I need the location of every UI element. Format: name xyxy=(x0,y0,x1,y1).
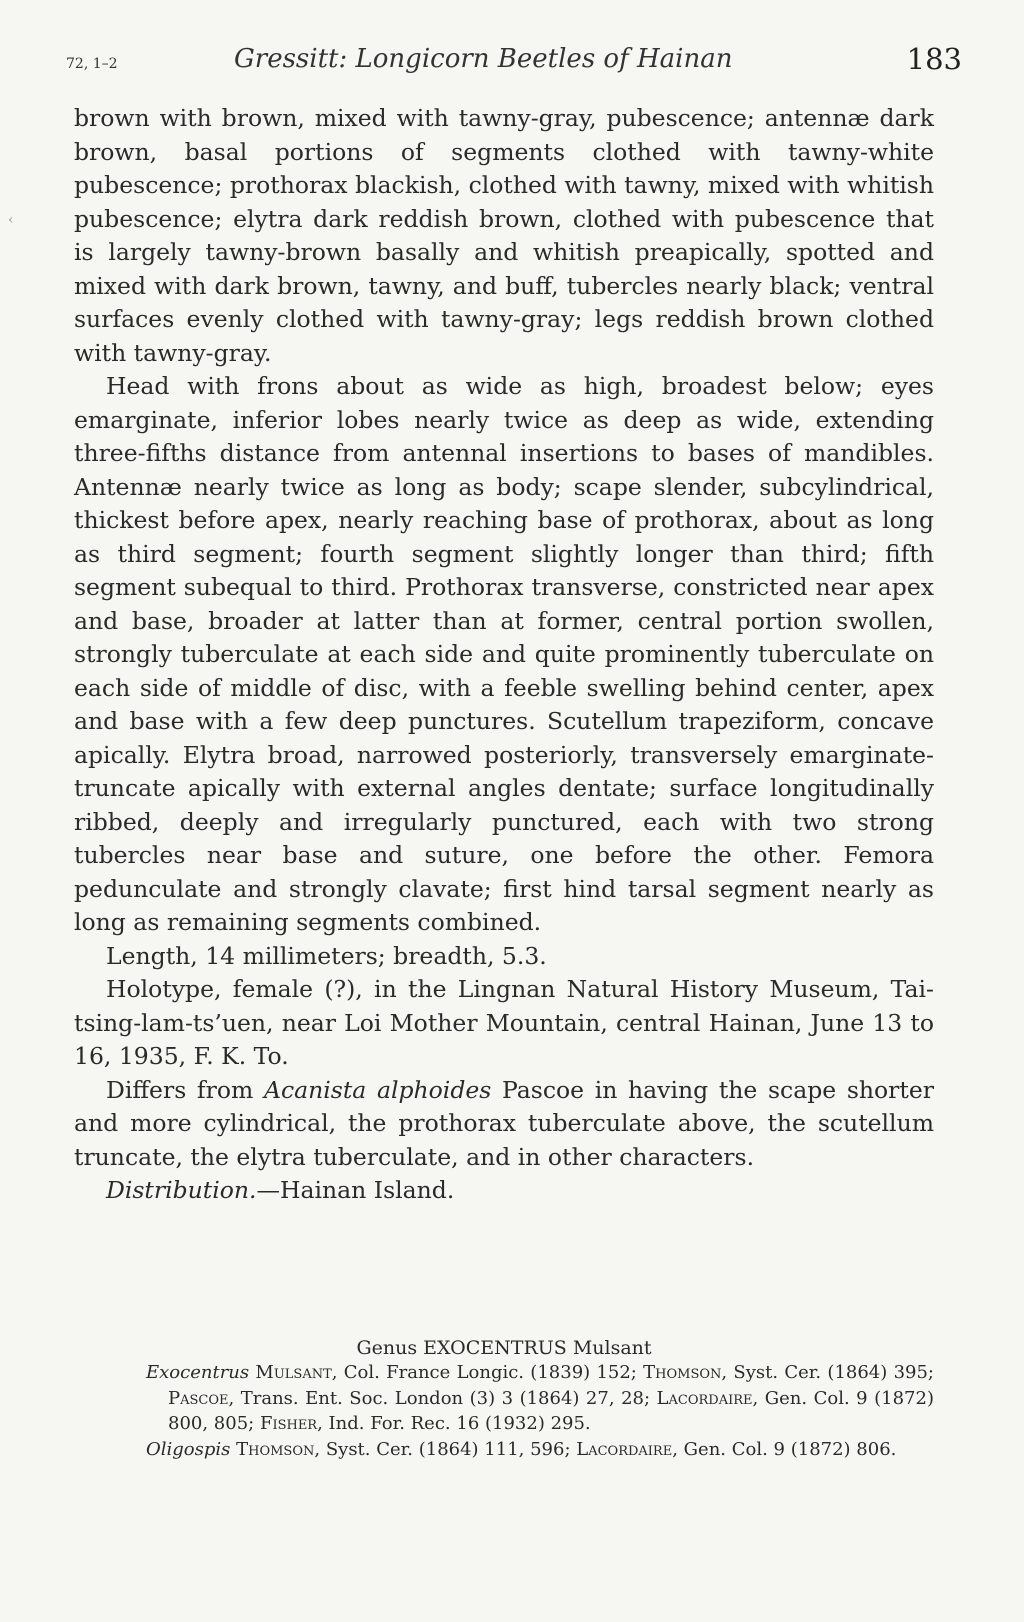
holotype-paragraph: Holotype, female (?), in the Lingnan Natural History Museum, Tai-tsing-lam-ts’uen, near Loi Mother Mountain, central Hainan, June 13 to 16, 1935, F. K. To. xyxy=(74,975,934,1070)
species-description xyxy=(74,102,934,1208)
reference-entry: Exocentrus Mulsant, Col. France Longic. (1839) 152; Thomson, Syst. Cer. (1864) 395; Pascoe, Trans. Ent. Soc. London (3) 3 (1864) 27, 28; Lacordaire, Gen. Col. 9 (1872) 800, 805; Fisher, Ind. For. Rec. 16 (1932) 295. xyxy=(146,1362,934,1434)
morphology-paragraph: Head with frons about as wide as high, broadest below; eyes emarginate, inferior lobes nearly twice as deep as wide, extending three-fifths distance from antennal insertions to bases of mandibles. Antennæ nearly twice as long as body; scape slender, subcylindrical, thickest before apex, nearly reaching base of prothorax, about as long as third segment; fourth segment slightly longer than third; fifth segment subequal to third. Prothorax transverse, constricted near apex and base, broader at latter than at former, central portion swollen, strongly tuberculate at each side and quite prominently tuberculate on each side of middle of disc, with a feeble swelling behind center, apex and base with a few deep punctures. Scutellum trapeziform, concave apically. Elytra broad, narrowed posteriorly, transversely emarginate-truncate apically with external angles dentate; surface longitudinally ribbed, deeply and irregularly punctured, each with two strong tubercles near base and suture, one before the other. Femora pedunculate and strongly clavate; first hind tarsal segment nearly as long as remaining segments combined. xyxy=(74,372,934,936)
distribution-label: Distribution. xyxy=(106,1176,257,1204)
page-number: 183 xyxy=(906,42,962,76)
species-name: Acanista alphoides xyxy=(263,1075,492,1104)
margin-mark: ‹ xyxy=(8,212,14,228)
comparison-paragraph: Differs from Acanista alphoides Pascoe in having the scape shorter and more cylindrical, the prothorax tuberculate above, the scutellum truncate, the elytra tuberculate, and in other characters. xyxy=(74,1075,934,1171)
measurements-paragraph: Length, 14 millimeters; breadth, 5.3. xyxy=(106,941,547,970)
running-head xyxy=(66,44,962,84)
coloration-paragraph: brown with brown, mixed with tawny-gray, pubescence; antennæ dark brown, basal portions of segments clothed with tawny-white pubescence; prothorax blackish, clothed with tawny, mixed with whitish pubescence; elytra dark reddish brown, clothed with pubescence that is largely tawny-brown basally and whitish preapically, spotted and mixed with dark brown, tawny, and buff, tubercles nearly black; ventral surfaces evenly clothed with tawny-gray; legs reddish brown clothed with tawny-gray. xyxy=(74,104,934,367)
volume-number: 72, 1–2 xyxy=(66,56,118,72)
genus-heading: Genus EXOCENTRUS Mulsant xyxy=(356,1337,652,1359)
reference-entry: Oligospis Thomson, Syst. Cer. (1864) 111, 596; Lacordaire, Gen. Col. 9 (1872) 806. xyxy=(146,1438,897,1460)
synonymy-references xyxy=(146,1360,934,1462)
running-title: Gressitt: Longicorn Beetles of Hainan xyxy=(234,44,733,74)
distribution-paragraph: Distribution.—Hainan Island. xyxy=(106,1176,455,1204)
